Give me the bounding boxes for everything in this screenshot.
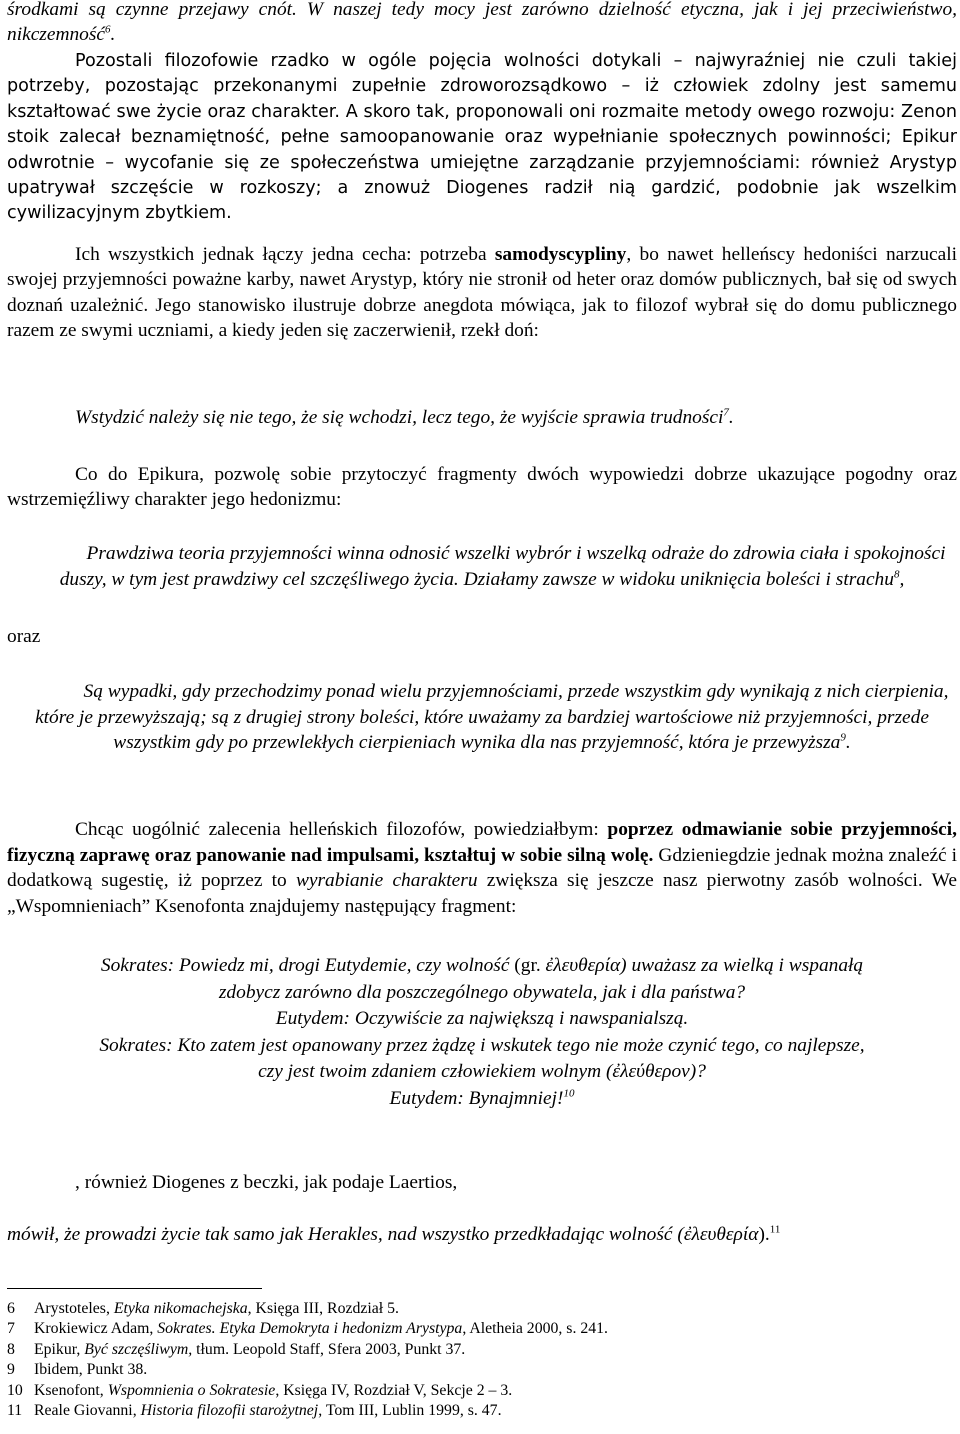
footnote-item <box>7 1401 502 1421</box>
footnote-ref[interactable]: 6 <box>105 23 111 36</box>
quote-epicurus-2: Są wypadki, gdy przechodzimy ponad wielu przyjemnościami, przede wszystkim gdy wynikają z nich cierpienia, które je przewyższają; są z drugiej strony boleści, które uważamy za bardziej wartościowe niż przyjemności, przede wszystkim gdy po przewlekłych cierpieniach wynika dla nas przyjemność, która je przewyższa$^9$. <box>35 681 949 754</box>
footnote-ref[interactable]: 11 <box>769 1223 781 1236</box>
footnote-text: , Tom III, Lublin 1999, s. 47. <box>318 1402 502 1419</box>
footnote-title: Etyka nikomachejska <box>113 1300 248 1317</box>
footnote-text: Ksenofont, <box>34 1381 108 1399</box>
footnote-number: 7 <box>7 1320 15 1338</box>
footnote-separator <box>7 1288 262 1289</box>
dialogue-line: Eutydem: Bynajmniej!$^{10}$ <box>389 1087 575 1109</box>
paragraph-philosophers: Pozostali filozofowie rzadko w ogóle pojęcia wolności dotykali – najwyraźniej nie czuli takiej potrzeby, pozostając przekonanymi zupełnie zdroworozsądkowo – iż człowiek zdolny jest samemu kształtować swe życie oraz charakter. A skoro tak, proponowali oni rozmaite metody owego rozwoju: Zenon stoik zalecał beznamiętność, pełne samoopanowanie oraz wypełnianie społecznych powinności; Epikur odwrotnie – wycofanie się ze społeczeństwa umiejętne zarządzanie przyjemnościami: również Arystyp upatrywał szczęście w rozkoszy; a znowuż Diogenes radził nią gardzić, podobnie jak wszelkim cywilizacyjnym zbytkiem. <box>7 51 957 224</box>
footnote-title: Być szczęśliwym, <box>84 1340 193 1358</box>
paragraph-heracles: mówił, że prowadzi życie tak samo jak Herakles, nad wszystko przedkładając wolność (ἐλευθερία).$^{11}$ <box>7 1223 781 1245</box>
footnote-number: 9 <box>7 1361 15 1379</box>
footnote-text: Epikur, <box>34 1340 85 1358</box>
paragraph-epicurus: Co do Epikura, pozwolę sobie przytoczyć fragmenty dwóch wypowiedzi dobrze ukazujące pogodny oraz wstrzemięźliwy charakter jego hedonizmu: <box>7 464 957 511</box>
dialogue-xenophon <box>7 953 957 1113</box>
footnote-text: Ibidem, Punkt 38. <box>34 1361 148 1379</box>
quote-epicurus-1: Prawdziwa teoria przyjemności winna odnosić wszelki wybrór i wszelką odraże do zdrowia ciała i spokojności duszy, w tym jest prawdziwy cel szczęśliwego życia. Działamy zawsze w widoku uniknięcia boleści i strachu$^8$, <box>59 543 946 590</box>
footnote-item <box>7 1299 399 1319</box>
footnote-title: Historia filozofii starożytnej <box>140 1402 319 1419</box>
dialogue-line: czy jest twoim zdaniem człowiekiem wolnym (ἐλεύθερον)? <box>258 1061 706 1083</box>
paragraph-diogenes: , również Diogenes z beczki, jak podaje Laertios, <box>75 1172 458 1193</box>
connector-oraz: oraz <box>7 626 41 647</box>
quote-aristippus: Wstydzić należy się nie tego, że się wchodzi, lecz tego, że wyjście sprawia trudności$^7$. <box>75 406 734 428</box>
footnote-ref[interactable]: 9 <box>840 731 846 744</box>
footnote-ref[interactable]: 10 <box>563 1087 575 1100</box>
footnote-number: 11 <box>7 1402 23 1419</box>
emphasis-term: samodyscypliny <box>494 244 627 265</box>
paragraph-continuation: środkami są czynne przejawy cnót. W naszej tedy mocy jest zarówno dzielność etyczna, jak i jej przeciwieństwo, nikczemność$^6$. <box>7 0 957 46</box>
footnote-title: Wspomnienia o Sokratesie <box>107 1381 276 1399</box>
text-line: przeciwieństwo, nikczemność <box>7 0 957 46</box>
dialogue-line: Eutydem: Oczywiście za największą i nawspanialszą. <box>275 1008 689 1030</box>
footnote-item <box>7 1381 512 1401</box>
text-line: środkami są czynne przejawy cnót. W naszej tedy mocy jest zarówno dzielność etyczna, jak i jej <box>7 0 823 20</box>
footnote-ref[interactable]: 7 <box>723 406 729 419</box>
footnote-text: , Aletheia 2000, s. 241. <box>462 1320 608 1338</box>
footnote-item <box>7 1319 608 1339</box>
footnote-number: 10 <box>7 1381 23 1399</box>
footnote-title: Sokrates. Etyka Demokryta i hedonizm Arystypa <box>157 1320 463 1338</box>
footnote-text: Krokiewicz Adam, <box>34 1320 158 1338</box>
footnote-item <box>7 1360 147 1380</box>
dialogue-line: Sokrates: Kto zatem jest opanowany przez żądzę i wskutek tego nie może czynić tego, co najlepsze, <box>99 1034 865 1056</box>
paragraph-generalization: Chcąc uogólnić zalecenia helleńskich filozofów, powiedziałbym: poprzez odmawianie sobie przyjemności, fizyczną zaprawę oraz panowanie nad impulsami, kształtuj w sobie silną wolę. Gdzieniegdzie jednak można znaleźć i dodatkową sugestię, iż poprzez to wyrabianie charakteru zwiększa się jeszcze nasz pierwotny zasób wolności. We „Wspomnieniach” Ksenofonta znajdujemy następujący fragment: <box>7 819 958 917</box>
footnote-text: Arystoteles, <box>34 1300 114 1317</box>
footnote-number: 8 <box>7 1340 15 1358</box>
dialogue-line: zdobycz zarówno dla poszczególnego obywatela, jak i dla państwa? <box>218 981 746 1003</box>
paragraph-self-discipline: Ich wszystkich jednak łączy jedna cecha: potrzeba samodyscypliny, bo nawet helleńscy hedoniści narzucali swojej przyjemności poważne karby, nawet Arystyp, który nie stronił od heter oraz domów publicznych, bał się od swych doznań uzależnić. Jego stanowisko ilustruje dobrze anegdota mówiąca, jak to filozof wybrał się do domu publicznego razem ze swymi uczniami, a kiedy jeden się zaczerwienił, rzekł doń: <box>7 244 957 342</box>
emphasis-conclusion: poprzez odmawianie sobie przyjemności, fizyczną zaprawę oraz panowanie nad impulsami, kształtuj w sobie silną wolę. <box>7 819 957 866</box>
footnote-item <box>7 1340 465 1360</box>
footnote-text: tłum. Leopold Staff, Sfera 2003, Punkt 37. <box>192 1340 466 1358</box>
footnote-ref[interactable]: 8 <box>893 568 900 581</box>
footnote-text: Reale Giovanni, <box>34 1402 141 1419</box>
footnote-text: , Księga III, Rozdział 5. <box>247 1300 399 1317</box>
footnote-number: 6 <box>7 1300 15 1317</box>
footnote-text: , Księga IV, Rozdział V, Sekcje 2 – 3. <box>275 1381 513 1399</box>
dialogue-line: Sokrates: Powiedz mi, drogi Eutydemie, czy wolność (gr. ἐλευθερία) uważasz za wielką i wspanałą <box>100 955 864 976</box>
